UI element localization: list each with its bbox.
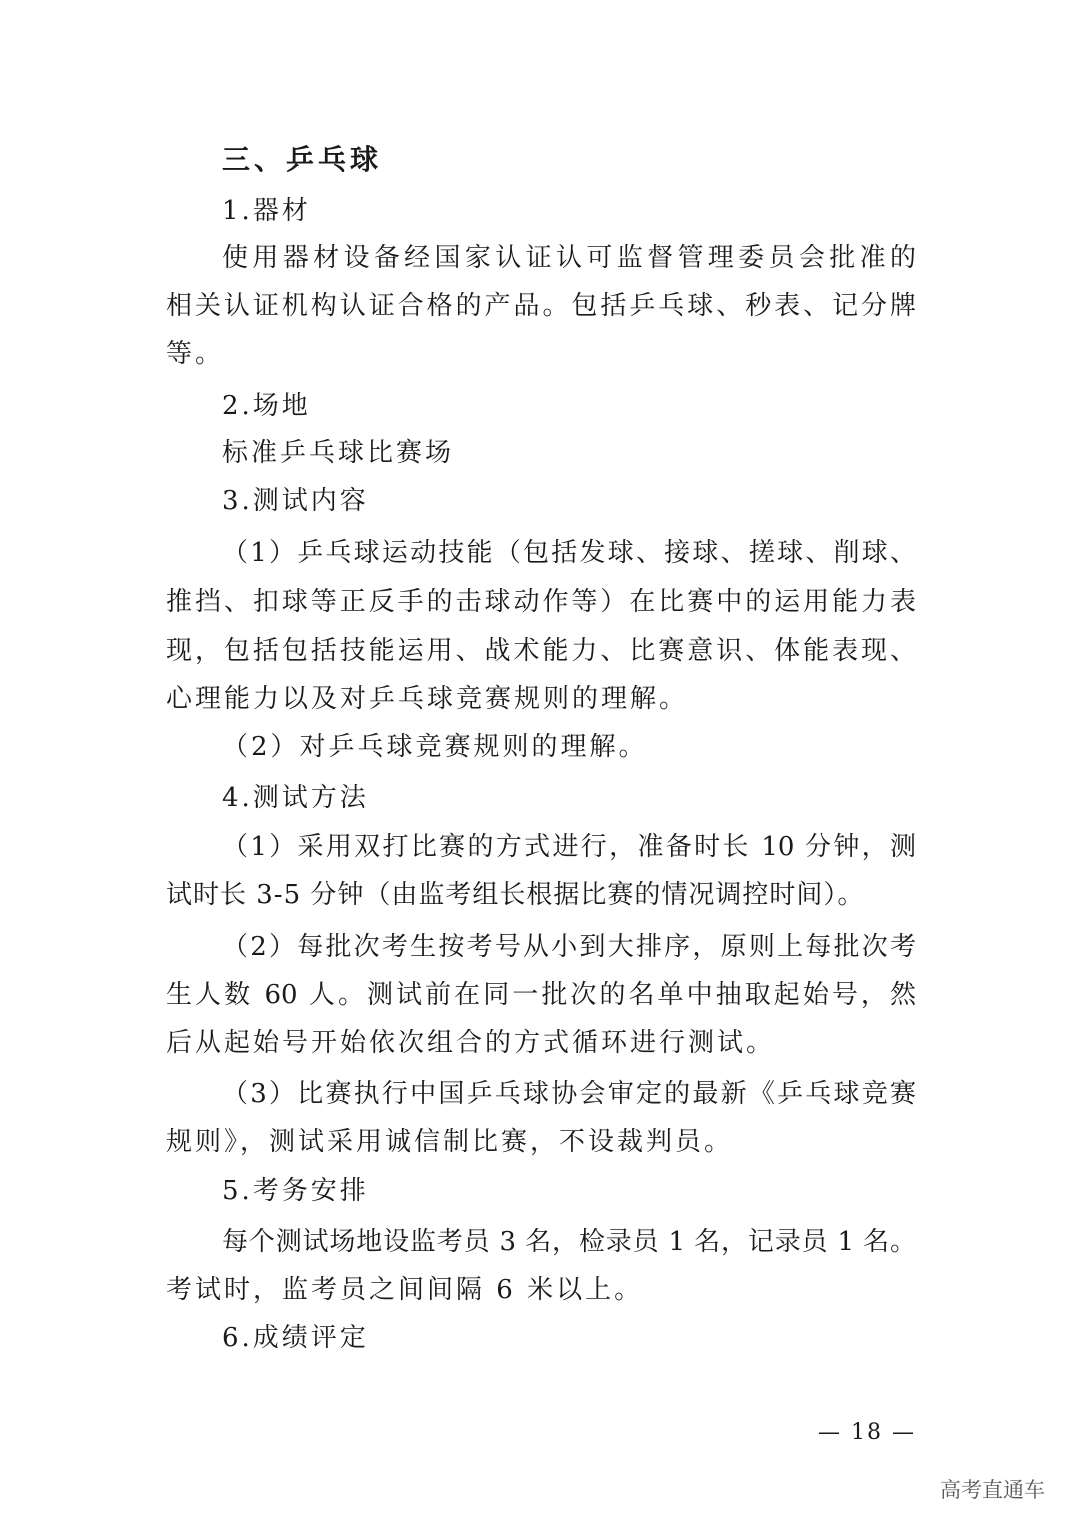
subheading-equipment: 1.器材 bbox=[222, 196, 311, 226]
paragraph-line: 考试时，监考员之间间隔 6 米以上。 bbox=[166, 1275, 644, 1305]
subheading-test-method: 4.测试方法 bbox=[222, 783, 369, 813]
paragraph-line: （1）乒乓球运动技能（包括发球、接球、搓球、削球、 bbox=[222, 538, 916, 568]
subheading-exam-arrangement: 5.考务安排 bbox=[222, 1176, 369, 1206]
watermark: 高考直通车 bbox=[940, 1478, 1045, 1502]
paragraph-line: 后从起始号开始依次组合的方式循环进行测试。 bbox=[166, 1028, 776, 1058]
section-heading: 三、乒乓球 bbox=[222, 143, 383, 176]
paragraph-line: 生人数 60 人。测试前在同一批次的名单中抽取起始号，然 bbox=[166, 980, 916, 1010]
paragraph-line: （2）对乒乓球竞赛规则的理解。 bbox=[222, 732, 648, 762]
page-number: — 18 — bbox=[818, 1420, 916, 1445]
paragraph-line: 心理能力以及对乒乓球竞赛规则的理解。 bbox=[166, 684, 689, 714]
paragraph-line: 现，包括包括技能运用、战术能力、比赛意识、体能表现、 bbox=[166, 636, 916, 666]
paragraph-line: 规则》，测试采用诚信制比赛，不设裁判员。 bbox=[166, 1127, 734, 1157]
paragraph-line: （1）采用双打比赛的方式进行，准备时长 10 分钟，测 bbox=[222, 832, 916, 862]
paragraph-line: 标准乒乓球比赛场 bbox=[222, 438, 455, 468]
subheading-test-content: 3.测试内容 bbox=[222, 486, 369, 516]
paragraph-line: 使用器材设备经国家认证认可监督管理委员会批准的 bbox=[222, 243, 916, 273]
paragraph-line: 等。 bbox=[166, 339, 225, 369]
paragraph-line: （3）比赛执行中国乒乓球协会审定的最新《乒乓球竞赛 bbox=[222, 1079, 916, 1109]
subheading-scoring: 6.成绩评定 bbox=[222, 1323, 369, 1353]
subheading-venue: 2.场地 bbox=[222, 391, 311, 421]
paragraph-line: 相关认证机构认证合格的产品。包括乒乓球、秒表、记分牌 bbox=[166, 291, 916, 321]
paragraph-line: 推挡、扣球等正反手的击球动作等）在比赛中的运用能力表 bbox=[166, 587, 916, 617]
paragraph-line: 每个测试场地设监考员 3 名，检录员 1 名，记录员 1 名。 bbox=[222, 1227, 916, 1257]
paragraph-line: 试时长 3-5 分钟（由监考组长根据比赛的情况调控时间）。 bbox=[166, 880, 865, 910]
paragraph-line: （2）每批次考生按考号从小到大排序，原则上每批次考 bbox=[222, 932, 916, 962]
